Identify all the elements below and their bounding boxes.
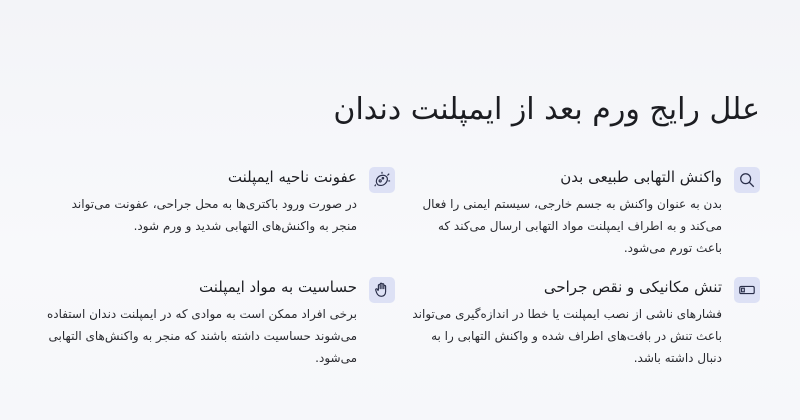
card-title: واکنش التهابی طبیعی بدن [560, 168, 722, 186]
cause-card-inflammation [410, 166, 760, 259]
card-title: حساسیت به مواد ایمپلنت [199, 278, 357, 296]
card-body: برخی افراد ممکن است به موادی که در ایمپلنت دندان استفاده می‌شوند حساسیت داشته باشند که منجر به واکنش‌های التهابی می‌شود. [46, 307, 357, 365]
page-title: علل رایج ورم بعد از ایمپلنت دندان [333, 92, 760, 127]
cause-card-mechanical-stress [410, 276, 760, 369]
bacteria-icon [369, 167, 395, 193]
card-title: عفونت ناحیه ایمپلنت [227, 168, 357, 186]
card-body: فشارهای ناشی از نصب ایمپلنت یا خطا در اندازه‌گیری می‌تواند باعث تنش در بافت‌های اطراف شده و واکنش التهابی را به دنبال داشته باشد. [412, 307, 722, 365]
card-body: در صورت ورود باکتری‌ها به محل جراحی، عفونت می‌تواند منجر به واکنش‌های التهابی شدید و ورم شود. [71, 197, 357, 233]
cause-card-infection [45, 166, 395, 237]
card-title: تنش مکانیکی و نقص جراحی [543, 278, 722, 296]
hand-icon [369, 277, 395, 303]
toggle-icon [734, 277, 760, 303]
cause-card-allergy [45, 276, 395, 369]
card-body: بدن به عنوان واکنش به جسم خارجی، سیستم ایمنی را فعال می‌کند و به اطراف ایمپلنت مواد التهابی ارسال می‌کند که باعث تورم می‌شود. [422, 197, 722, 255]
search-icon [734, 167, 760, 193]
